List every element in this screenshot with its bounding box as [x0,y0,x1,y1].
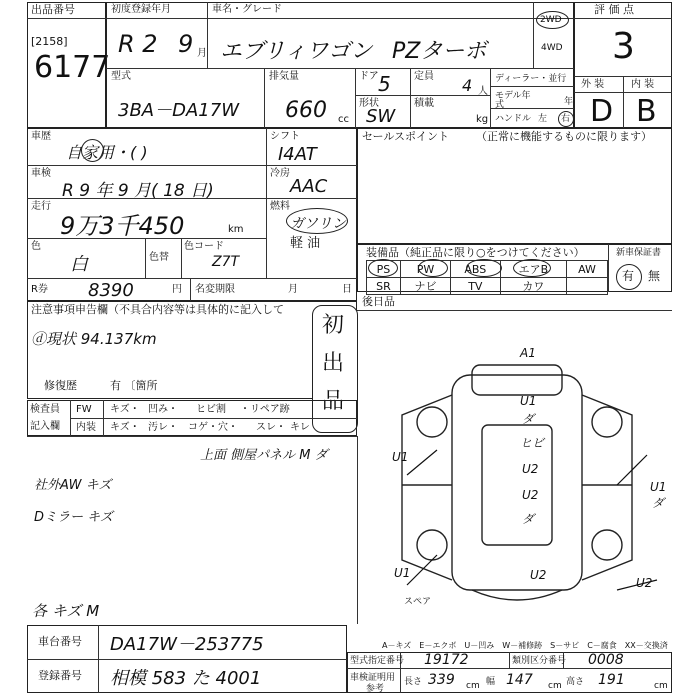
declaration-note: ⓓ現状 94.137km [31,330,157,348]
history-value: 自家用・( ) [66,143,148,162]
first-reg-era: R 2 [118,30,158,58]
equip-blank [567,278,608,295]
model-year-unit: 年 [564,97,574,107]
width-label: 幅 [486,677,496,687]
equip-ps: PS [367,261,401,278]
height: 191 [598,672,625,688]
rear-seat-label: 後日品 [362,295,395,308]
equip-sr: SR [367,278,401,295]
car-name-label: 車名・グレード [212,4,282,15]
warranty-yes: 有 [622,269,635,283]
ref-label: 参考 [366,684,385,694]
equip-navi: ナビ [400,278,450,295]
color-code-label: 色コード [184,241,224,252]
int-label: 内 装 [631,79,655,90]
model-label: 型式 [111,71,131,82]
insp-r1-1: キズ・ [110,404,140,415]
plate-label: 登録番号 [38,669,82,682]
declaration-title: 注意事項申告欄（不具合内容等は具体的に記入して [31,303,284,316]
ac: AAC [290,176,328,197]
insp-r1-0: FW [76,404,92,415]
warranty-label: 新車保証書 [616,248,662,258]
stamp-char-2: 出 [322,351,345,376]
drive-2wd: 2WD [540,15,562,25]
sales-note: （正常に機能するものに限ります） [476,130,652,143]
diag-u2-br: U2 [636,576,653,590]
lot-sub: [2158] [31,35,68,48]
legend: A－キズ E－エクボ U－凹み W－補修跡 S－サビ C－腐食 XX－交換済 [382,641,668,650]
equip-aw: AW [567,261,608,278]
remark-4: 各 キズ M [32,602,100,620]
diag-u2-b: U2 [522,488,539,502]
car-name: エブリィワゴン [220,39,373,64]
insp-r2-3: コゲ・穴・ [188,422,238,433]
width-unit: cm [548,681,562,691]
shift-label: シフト [270,131,300,142]
equip-pw: PW [400,261,450,278]
chassis: DA17W－253775 [110,634,264,655]
fuel-label: 燃料 [270,201,290,212]
mileage: 9万3千450 [60,212,185,240]
type-designation: 19172 [424,652,469,668]
inspection-label: 車検 [31,168,51,179]
repair-label: 修復歴 [44,379,77,392]
recycle-label: R券 [31,284,48,295]
color-code: Z7T [212,254,240,270]
name-change-m: 月 [288,284,298,295]
remark-3: Dミラー キズ [34,510,113,525]
length-label: 長さ [404,677,423,687]
capacity: 4 [462,76,473,95]
diag-spare: スペア [404,597,432,607]
diag-da-top: ダ [522,412,535,426]
insp-r2-0: 内装 [76,422,96,433]
score-label: 評 価 点 [594,3,634,16]
remark-1: 上面 側屋パネル M ダ [200,448,328,463]
score: 3 [612,26,635,67]
first-reg-month: 9 [178,30,194,58]
equip-tv: TV [450,278,500,295]
plate: 相模 583 た 4001 [110,668,262,689]
name-change-d: 日 [342,284,352,295]
stamp-char-1: 初 [322,313,345,338]
remark-2: 社外AW キズ [34,478,112,493]
repair-value: 有 〔箇所 [110,379,158,392]
diag-u2-rear: U2 [530,568,547,582]
first-reg-month-unit: 月 [197,48,207,59]
shift: I4AT [278,144,317,165]
load-unit: kg [476,114,489,125]
load-label: 積載 [414,98,434,109]
ext-label: 外 装 [581,79,605,90]
drive-4wd: 4WD [541,43,563,53]
diag-u1-right: U1 [650,480,667,494]
handle-right: 右 [561,114,571,124]
category: 0008 [588,652,624,668]
diag-u1-top: U1 [520,394,537,408]
insp-r2-2: 汚レ・ [148,422,178,433]
height-label: 高さ [566,677,585,687]
diag-u1-left: U1 [392,450,409,464]
inspector-label-2: 記入欄 [30,421,60,432]
recycle: 8390 [88,280,134,301]
insp-r2-5: キレ [290,422,310,433]
diag-a1: A1 [520,346,536,360]
width: 147 [506,672,533,688]
fuel-diesel: 軽 油 [290,236,321,251]
handle-left: 左 [538,114,548,124]
first-reg-label: 初度登録年月 [111,4,171,15]
diag-da-right: ダ [652,496,665,510]
fuel-gas: ガソリン [290,216,346,232]
category-label: 類別区分番号 [512,656,567,666]
doors: 5 [378,72,391,96]
shape-label: 形状 [359,98,379,109]
capacity-label: 定員 [414,71,434,82]
color-change-label: 色替 [149,252,169,263]
doors-label: ドア [359,71,379,82]
sales-box [357,128,672,244]
equip-leather: カワ [500,278,566,295]
model: 3BA－DA17W [118,100,239,121]
color: 白 [70,254,88,275]
spec-label: 車検証明用 [350,673,396,683]
mileage-unit: km [228,224,244,235]
chassis-label: 車台番号 [38,635,82,648]
mileage-label: 走行 [31,201,51,212]
sales-title: セールスポイント [362,130,450,143]
equip-airbag: エアB [500,261,566,278]
lot-number: 6177 [34,50,111,85]
recycle-unit: 円 [172,284,182,295]
diag-da-mid: ダ [522,512,535,526]
inspector-label-1: 検査員 [30,404,60,415]
displacement-label: 排気量 [269,71,299,82]
type-designation-label: 型式指定番号 [350,656,405,666]
color-label: 色 [31,241,41,252]
grade: PZターボ [392,39,487,64]
insp-r1-4: ・リペア跡 [240,404,290,415]
height-unit: cm [654,681,668,691]
equipment-title: 装備品（純正品に限り○をつけてください） [366,246,585,259]
insp-r2-4: スレ・ [256,422,286,433]
name-change-label: 名変期限 [195,284,235,295]
ac-label: 冷房 [270,168,290,179]
model-year-label: モデル年式 [495,91,531,110]
dealer-label: ディーラー・並行 [495,74,567,84]
insp-r2-1: キズ・ [110,422,140,433]
equip-abs: ABS [450,261,500,278]
diag-u2-a: U2 [522,462,539,476]
inspection: R 9 年 9 月( 18 日) [62,181,214,201]
capacity-unit: 人 [478,86,488,97]
ext-grade: D [590,94,614,129]
history-label: 車歴 [31,131,51,142]
warranty-no: 無 [648,269,661,283]
insp-r1-2: 凹み・ [148,404,178,415]
int-grade: B [636,94,657,129]
length: 339 [428,672,455,688]
lot-label: 出品番号 [31,3,75,16]
displacement: 660 [285,98,327,123]
diag-u1-bl: U1 [394,566,411,580]
shape: SW [366,106,396,127]
displacement-unit: cc [338,114,349,125]
insp-r1-3: ヒビ割 [196,404,226,415]
stamp-char-3: 品 [322,389,345,414]
diag-hibi: ヒビ [520,436,545,450]
length-unit: cm [466,681,480,691]
handle-label: ハンドル [495,114,532,124]
